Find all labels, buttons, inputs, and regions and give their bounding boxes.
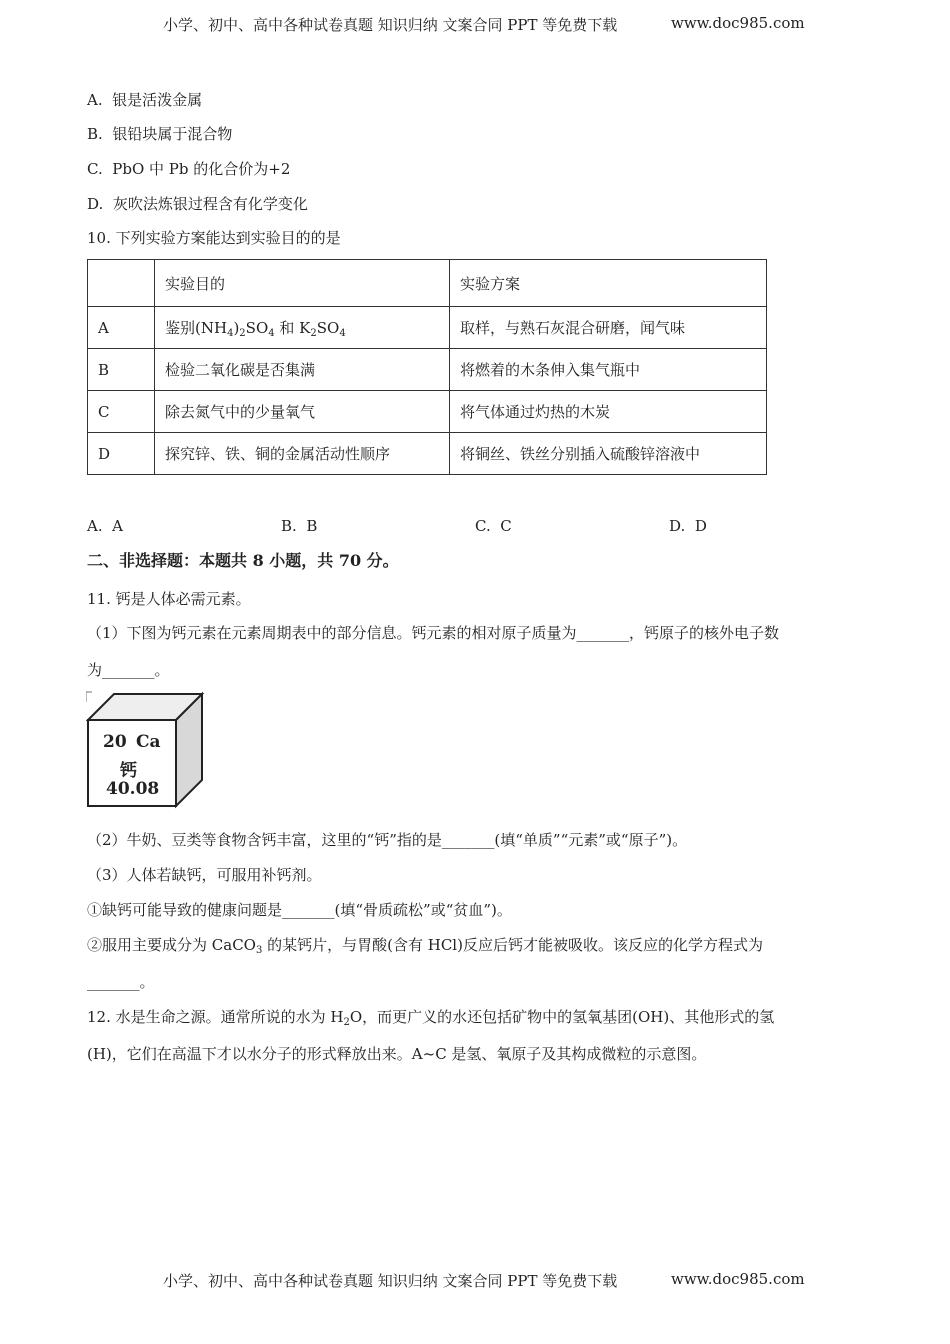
q10-stem: 10. 下列实验方案能达到实验目的的是: [87, 229, 341, 247]
header-text: 小学、初中、高中各种试卷真题 知识归纳 文案合同 PPT 等免费下载: [163, 16, 618, 34]
q11-part3: （3）人体若缺钙，可服用补钙剂。: [87, 866, 322, 884]
option-letter: A.: [87, 91, 103, 109]
row-plan: 将气体通过灼热的木炭: [450, 391, 767, 433]
option-letter: D.: [669, 517, 686, 535]
formula-part: 鉴别(NH: [165, 318, 228, 337]
table-header-row: [88, 260, 767, 307]
formula-sub: 2: [239, 327, 246, 339]
q11-part1-line1: （1）下图为钙元素在元素周期表中的部分信息。钙元素的相对原子质量为_______，钙原子的核外电子数: [87, 624, 780, 642]
row-purpose: [155, 307, 450, 349]
q10-option-b: [281, 516, 317, 536]
table-row: [88, 433, 767, 475]
row-label: C: [88, 391, 155, 433]
q11-part3a: ①缺钙可能导致的健康问题是_______(填“骨质疏松”或“贫血”)。: [87, 901, 512, 919]
q11-part3b-line2: _______。: [87, 973, 155, 991]
option-text: C: [500, 517, 512, 535]
q9-option-b: [87, 124, 232, 144]
q11-part2: （2）牛奶、豆类等食物含钙丰富，这里的“钙”指的是_______(填“单质”“元素”或“原子”)。: [87, 831, 688, 849]
q11-part1-line2: 为_______。: [87, 661, 170, 679]
footer-site[interactable]: www.doc985.com: [671, 1270, 805, 1288]
option-text: 灰吹法炼银过程含有化学变化: [112, 195, 308, 213]
formula-sub: 2: [310, 327, 317, 339]
table-row: [88, 307, 767, 349]
text-part: ②服用主要成分为 CaCO: [87, 936, 256, 954]
text-part: 12. 水是生命之源。通常所说的水为 H: [87, 1008, 344, 1026]
option-text: B: [306, 517, 318, 535]
option-letter: D.: [87, 195, 104, 213]
element-cube-figure: [86, 690, 206, 814]
q12-line2: (H)，它们在高温下才以水分子的形式释放出来。A~C 是氢、氧原子及其构成微粒的示意图。: [87, 1045, 707, 1063]
experiment-table: [87, 259, 767, 475]
table-row: [88, 349, 767, 391]
q11-stem: 11. 钙是人体必需元素。: [87, 590, 251, 608]
option-text: PbO 中 Pb 的化合价为+2: [112, 160, 291, 178]
q12-line1: [87, 1007, 774, 1033]
q11-part3b: [87, 935, 763, 961]
option-text: 银是活泼金属: [112, 91, 203, 109]
option-letter: C.: [87, 160, 103, 178]
q9-option-a: [87, 90, 202, 110]
header-site[interactable]: www.doc985.com: [671, 14, 805, 32]
formula-part: SO: [316, 318, 340, 337]
row-purpose: 检验二氧化碳是否集满: [155, 349, 450, 391]
formula-part: 和 K: [274, 318, 311, 337]
row-label: A: [88, 307, 155, 349]
table-header-cell: 实验目的: [155, 260, 450, 307]
section-title: 二、非选择题：本题共 8 小题，共 70 分。: [87, 551, 399, 570]
row-label: D: [88, 433, 155, 475]
q10-option-c: [475, 516, 512, 536]
table-header-cell: [88, 260, 155, 307]
text-part: O，而更广义的水还包括矿物中的氢氧基团(OH)、其他形式的氢: [349, 1008, 775, 1026]
element-mass: 40.08: [106, 779, 160, 799]
q10-option-a: [87, 516, 123, 536]
element-name: 钙: [120, 761, 137, 781]
q10-option-d: [669, 516, 707, 536]
footer-text: 小学、初中、高中各种试卷真题 知识归纳 文案合同 PPT 等免费下载: [163, 1272, 618, 1290]
element-number: 20: [103, 732, 127, 752]
text-part: 的某钙片，与胃酸(含有 HCl)反应后钙才能被吸收。该反应的化学方程式为: [262, 936, 763, 954]
formula-sub: 4: [227, 327, 234, 339]
row-plan: 取样，与熟石灰混合研磨，闻气味: [450, 307, 767, 349]
q9-option-c: [87, 159, 290, 179]
table-row: [88, 391, 767, 433]
option-letter: A.: [87, 517, 103, 535]
option-text: D: [694, 517, 707, 535]
formula-part: SO: [245, 318, 269, 337]
row-purpose: 探究锌、铁、铜的金属活动性顺序: [155, 433, 450, 475]
option-letter: C.: [475, 517, 491, 535]
q9-option-d: [87, 194, 308, 214]
option-text: 银铅块属于混合物: [112, 125, 233, 143]
row-label: B: [88, 349, 155, 391]
formula-sub: 3: [255, 945, 263, 956]
row-purpose: 除去氮气中的少量氧气: [155, 391, 450, 433]
element-symbol: Ca: [136, 732, 161, 752]
formula-part: ): [233, 318, 240, 337]
row-plan: 将燃着的木条伸入集气瓶中: [450, 349, 767, 391]
row-plan: 将铜丝、铁丝分别插入硫酸锌溶液中: [450, 433, 767, 475]
table-header-cell: 实验方案: [450, 260, 767, 307]
formula-sub: 4: [339, 327, 346, 339]
option-text: A: [112, 517, 123, 535]
option-letter: B.: [87, 125, 103, 143]
formula-sub: 2: [343, 1017, 350, 1028]
option-letter: B.: [281, 517, 297, 535]
formula-sub: 4: [268, 327, 275, 339]
